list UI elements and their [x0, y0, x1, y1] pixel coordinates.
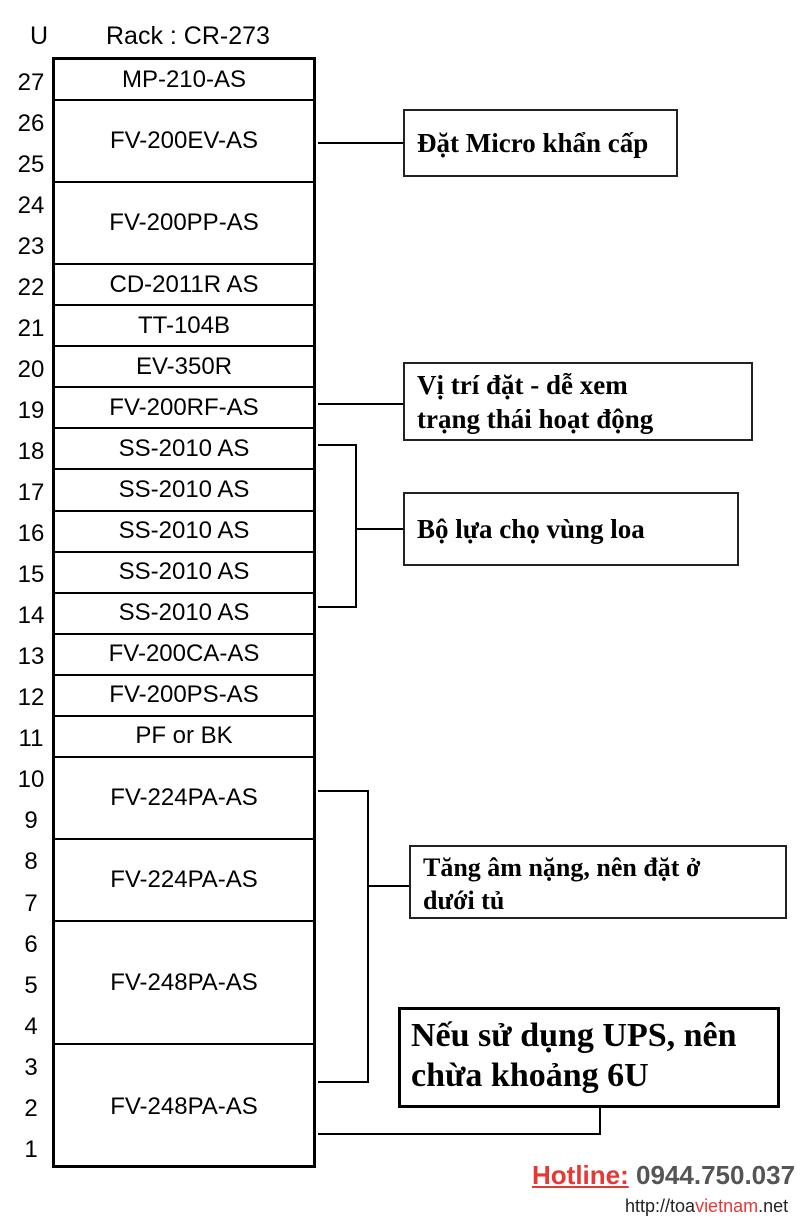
- rack-device-fv-224pa-as: FV-224PA-AS: [55, 758, 313, 840]
- note-speaker-zone-text: Bộ lựa chọ vùng loa: [417, 514, 645, 544]
- u-column-header: U: [30, 22, 49, 50]
- rack-device-fv-200ps-as: FV-200PS-AS: [55, 676, 313, 717]
- website-suffix: .net: [758, 1196, 789, 1216]
- rack-device-tt-104b: TT-104B: [55, 306, 313, 347]
- note-monitor-line1: Vị trí đặt - dễ xem: [417, 370, 628, 400]
- u-number: 13: [17, 643, 45, 671]
- note-ups-line2: chừa khoảng 6U: [411, 1057, 649, 1094]
- rack-device-fv-248pa-as: FV-248PA-AS: [55, 922, 313, 1045]
- note-monitor-line2: trạng thái hoạt động: [417, 404, 654, 434]
- u-number: 26: [17, 109, 45, 137]
- rack-device-fv-200ca-as: FV-200CA-AS: [55, 635, 313, 676]
- rack-device-ss-2010-as: SS-2010 AS: [55, 429, 313, 470]
- u-number: 14: [17, 602, 45, 630]
- note-emergency-micro: [403, 109, 678, 177]
- u-number: 24: [17, 191, 45, 219]
- zone-bracket: [318, 445, 356, 607]
- note-speaker-zone: [403, 492, 739, 566]
- rack-device-fv-248pa-as: FV-248PA-AS: [110, 1092, 258, 1120]
- note-ups-line1: Nếu sử dụng UPS, nên: [411, 1017, 737, 1054]
- rack-device-mp-210-as: MP-210-AS: [55, 60, 313, 101]
- u-number: 17: [17, 479, 45, 507]
- rack-device-fv-200ev-as: FV-200EV-AS: [55, 101, 313, 183]
- rack-device-ss-2010-as: SS-2010 AS: [55, 512, 313, 553]
- rack-device-pf-or-bk: PF or BK: [55, 717, 313, 758]
- u-number: 12: [17, 684, 45, 712]
- u-number: 7: [24, 889, 38, 917]
- hotline-label: Hotline:: [532, 1160, 629, 1190]
- note-emergency-micro-text: Đặt Micro khẩn cấp: [417, 128, 649, 158]
- u-number: 4: [24, 1012, 38, 1040]
- hotline-watermark: [532, 1160, 794, 1191]
- u-number: 1: [24, 1135, 38, 1163]
- u-number: 22: [17, 273, 45, 301]
- website-highlight: vietnam: [695, 1196, 759, 1216]
- u-number: 10: [17, 766, 45, 794]
- rack-device-ev-350r: EV-350R: [55, 347, 313, 388]
- u-number: 8: [24, 848, 38, 876]
- u-number: 5: [24, 971, 38, 999]
- hotline-number: 0944.750.037: [636, 1160, 796, 1190]
- website-watermark[interactable]: [625, 1196, 788, 1217]
- u-number: 23: [17, 232, 45, 260]
- u-number: 2: [24, 1094, 38, 1122]
- website-prefix: http://toa: [625, 1196, 696, 1216]
- rack-device-ss-2010-as: SS-2010 AS: [55, 594, 313, 635]
- note-ups-space: [398, 1007, 780, 1108]
- rack-title: Rack : CR-273: [106, 22, 270, 50]
- u-number: 6: [24, 930, 38, 958]
- u-number: 25: [17, 150, 45, 178]
- u-number: 3: [24, 1053, 38, 1081]
- u-number: 21: [17, 314, 45, 342]
- note-amp-line1: Tăng âm nặng, nên đặt ở: [423, 853, 701, 882]
- note-amp-line2: dưới tủ: [423, 886, 505, 915]
- u-number: 18: [17, 437, 45, 465]
- note-heavy-amplifier: [409, 845, 787, 919]
- u-number: 11: [18, 725, 44, 753]
- u-number: 19: [17, 396, 45, 424]
- note-monitor-position: [403, 362, 753, 441]
- rack-device-ss-2010-as: SS-2010 AS: [55, 471, 313, 512]
- rack-device-ss-2010-as: SS-2010 AS: [55, 553, 313, 594]
- amp-bracket: [318, 791, 368, 1082]
- u-number: 20: [17, 355, 45, 383]
- rack-device-cd-2011r-as: CD-2011R AS: [55, 265, 313, 306]
- u-number: 15: [17, 561, 45, 589]
- rack-device-fv-224pa-as: FV-224PA-AS: [55, 840, 313, 922]
- u-number: 16: [17, 520, 45, 548]
- rack-device-fv-200rf-as: FV-200RF-AS: [55, 388, 313, 429]
- u-number: 27: [17, 68, 45, 96]
- ups-connector: [318, 1108, 600, 1134]
- rack-device-fv-200pp-as: FV-200PP-AS: [55, 183, 313, 265]
- u-number: 9: [24, 807, 38, 835]
